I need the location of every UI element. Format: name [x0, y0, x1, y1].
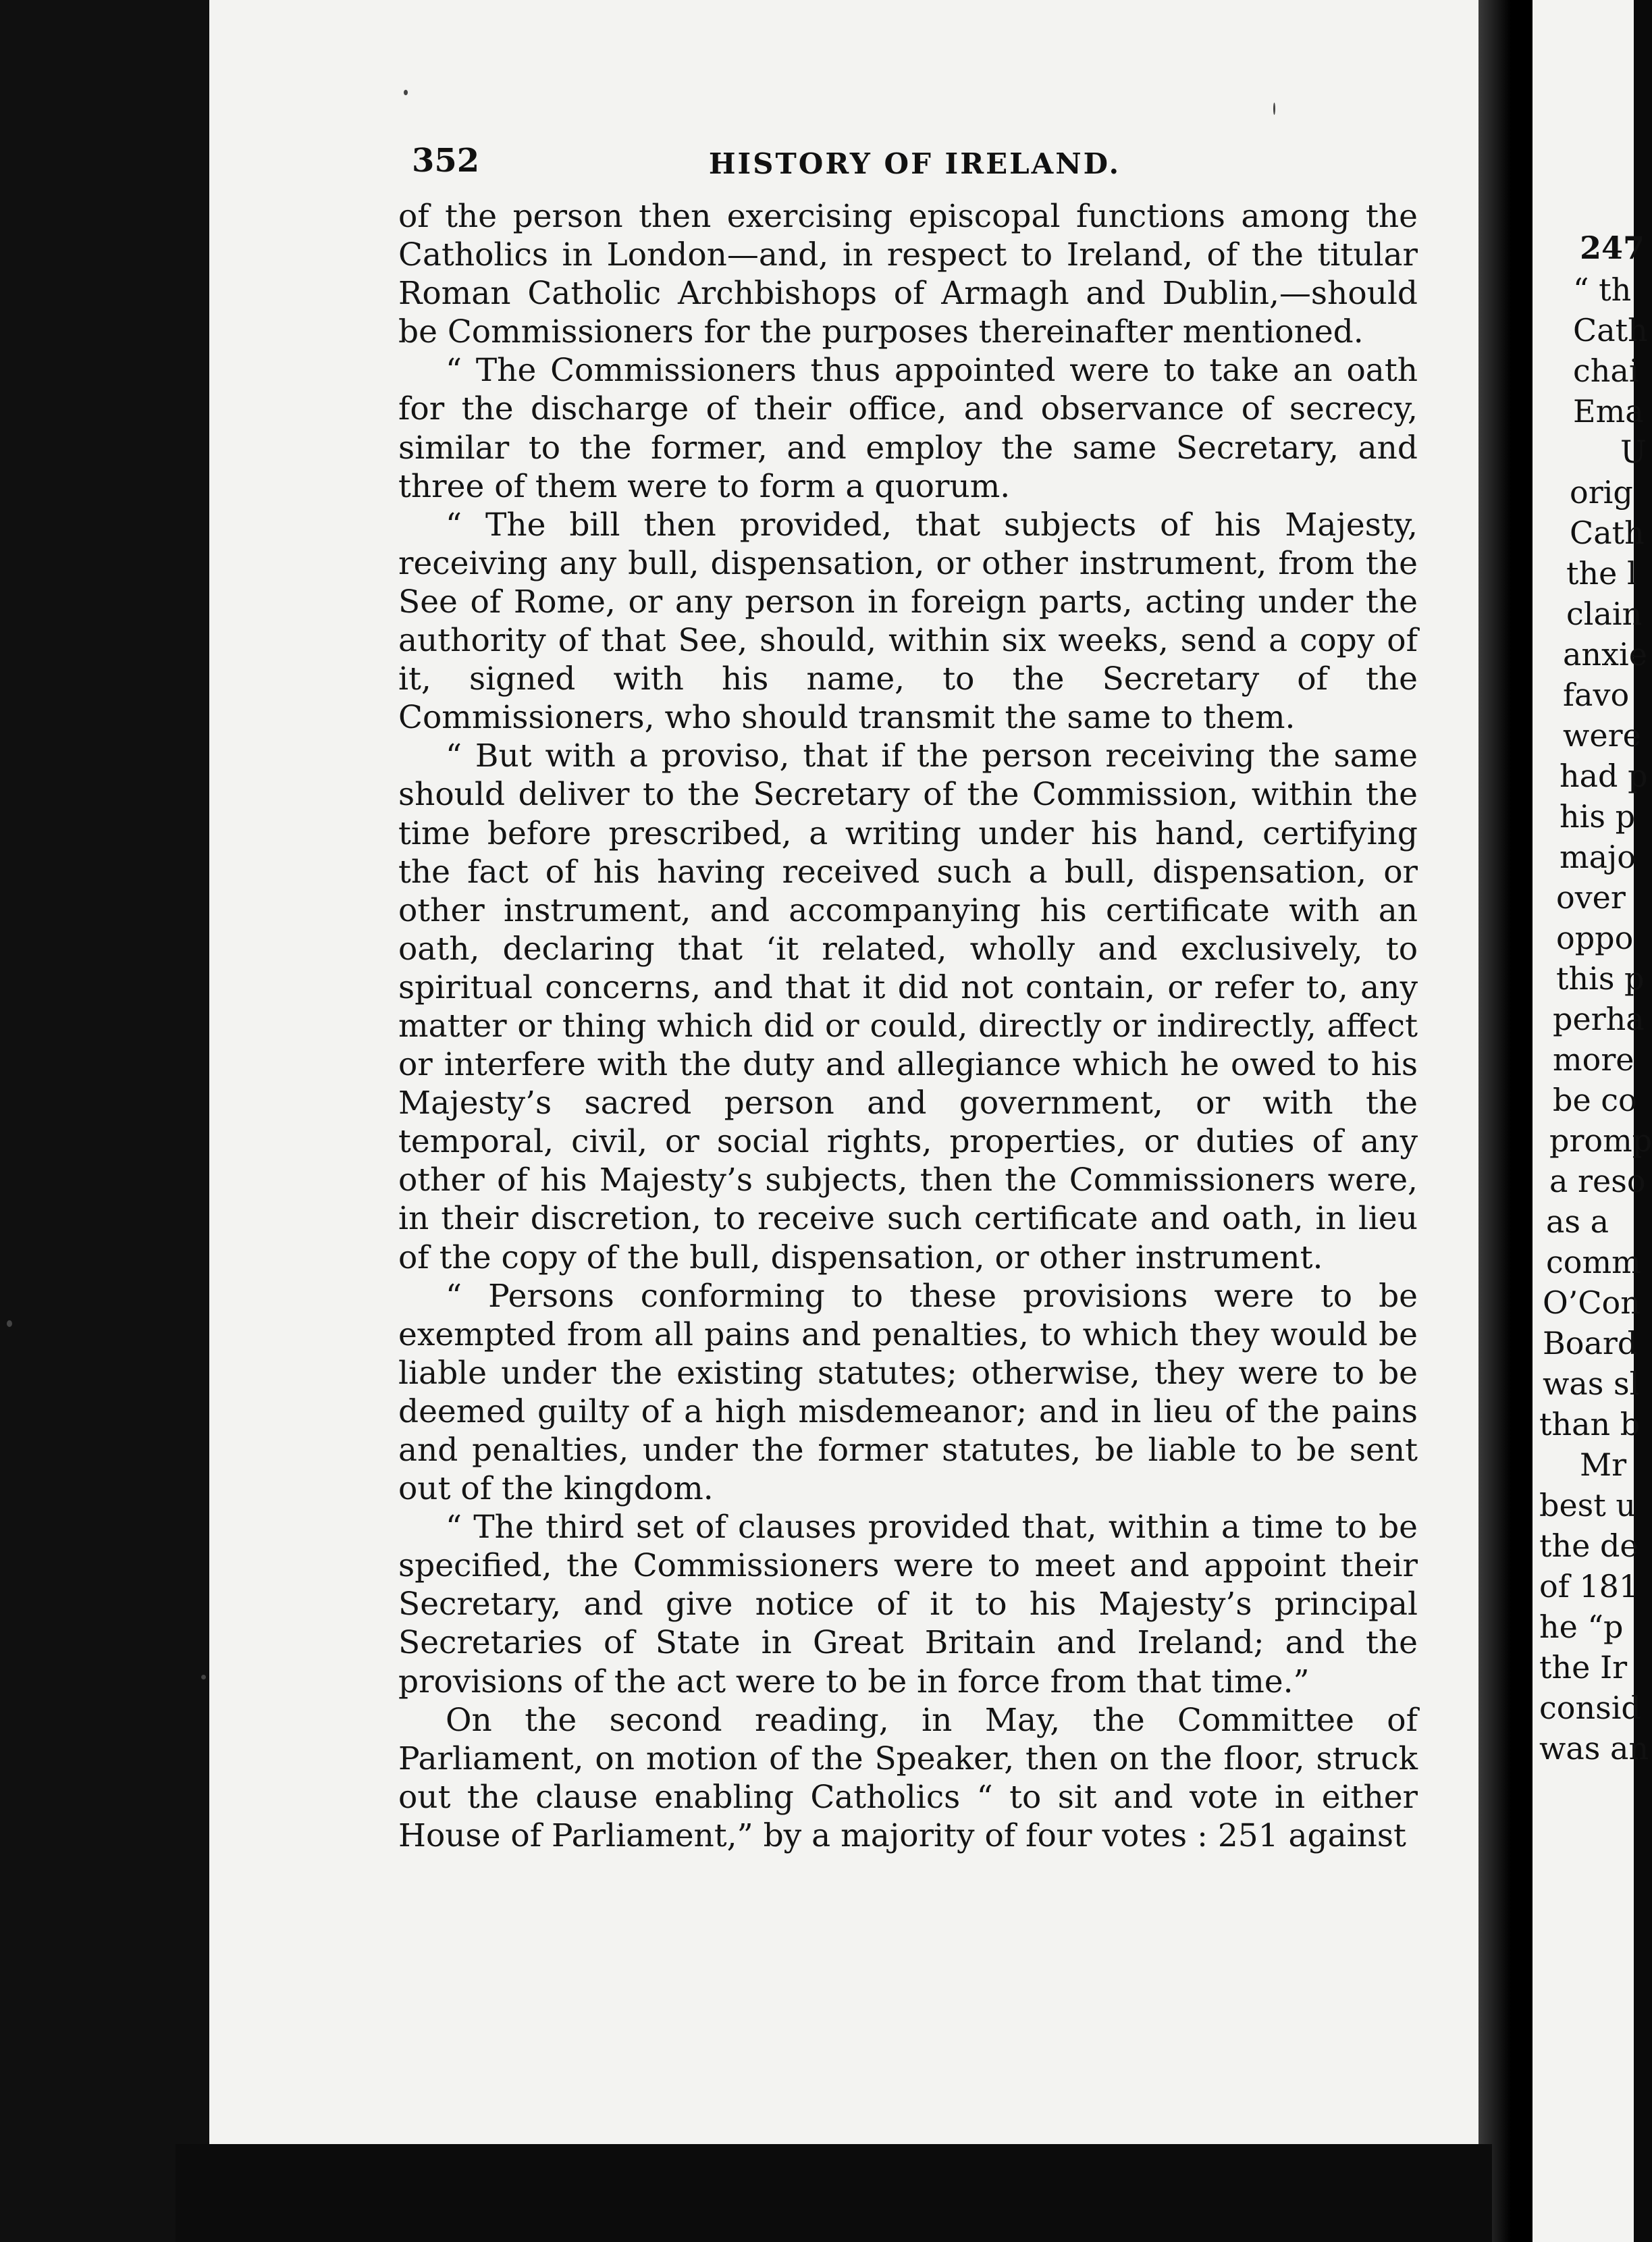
facing-page-line: the de: [1539, 1528, 1638, 1564]
page-gutter: [1478, 0, 1533, 2242]
facing-page-line: favo: [1563, 677, 1630, 713]
facing-page-line: U: [1620, 434, 1647, 470]
paragraph: “ The Commissioners thus appointed were to take an oath for the discharge of their office, and observance of secrecy, similar to the former, and employ the same Secretary, and three of them were to form a quorum.: [398, 352, 1418, 505]
facing-page-line: consid: [1539, 1690, 1641, 1726]
facing-page-line: O’Con: [1543, 1284, 1641, 1321]
facing-page-line: comm: [1546, 1244, 1641, 1280]
facing-page-line: Mr: [1580, 1446, 1627, 1483]
facing-page-line: 247: [1580, 230, 1645, 266]
scan-bottom-margin: [176, 2144, 1492, 2242]
facing-page-line: be co: [1553, 1082, 1637, 1118]
facing-page-line: perha: [1553, 1001, 1645, 1037]
facing-page-line: was an: [1539, 1730, 1649, 1767]
facing-page-line: promp: [1549, 1122, 1652, 1159]
scan-speck: [201, 1675, 206, 1679]
facing-page-line: were: [1563, 717, 1641, 754]
facing-page-line: this p: [1556, 960, 1645, 997]
facing-page-line: of 181: [1539, 1568, 1639, 1605]
facing-page-line: Board: [1543, 1325, 1638, 1361]
facing-page-line: oppo: [1556, 920, 1634, 956]
facing-page-line: the Ir: [1539, 1649, 1628, 1686]
facing-page-line: majo: [1560, 839, 1636, 875]
facing-page-line: the l: [1566, 555, 1637, 592]
body-text: [398, 197, 1418, 1855]
facing-page-line: he “p: [1539, 1609, 1624, 1645]
paragraph: “ But with a proviso, that if the person receiving the same should deliver to the Secretary of the Commission, within the time before prescribed, a writing under his hand, certifying the fact of his having received such a bull, dispensation, or other instrument, and accompanying his certificate with an oath, declaring that ‘it related, wholly and exclusively, to spiritual concerns, and that it did not contain, or refer to, any matter or thing which did or could, directly or indirectly, affect or interfere with the duty and allegiance which he owed to his Majesty’s sacred person and government, or with the temporal, civil, or social rights, properties, or duties of any other of his Majesty’s subjects, then the Commissioners were, in their discretion, to receive such certificate and oath, in lieu of the copy of the bull, dispensation, or other instrument.: [398, 737, 1418, 1276]
paragraph: “ Persons conforming to these provisions were to be exempted from all pains and penalties, to which they would be liable under the existing statutes; otherwise, they were to be deemed guilty of a high misdemeanor; and in lieu of the pains and penalties, under the former statutes, be liable to be sent out of the kingdom.: [398, 1277, 1418, 1508]
facing-page-line: a reso: [1549, 1163, 1646, 1199]
paragraph: “ The bill then provided, that subjects of his Majesty, receiving any bull, dispensation, or other instrument, from the See of Rome, or any person in foreign parts, acting under the authority of that See, should, within six weeks, send a copy of it, signed with his name, to the Secretary of the Commissioners, who should transmit the same to them.: [398, 506, 1418, 737]
facing-page-line: more: [1553, 1041, 1634, 1078]
facing-page-line: over: [1556, 879, 1626, 916]
paragraph: of the person then exercising episcopal functions among the Catholics in London—and, in respect to Ireland, of the titular Roman Catholic Archbishops of Armagh and Dublin,—should be Commissioners for the purposes thereinafter mentioned.: [398, 198, 1418, 351]
facing-page-line: best u: [1539, 1487, 1636, 1523]
paragraph: “ The third set of clauses provided that, within a time to be specified, the Commissioners were to meet and appoint their Secretary, and give notice of it to his Majesty’s principal Secretaries of State in Great Britain and Ireland; and the provisions of the act were to be in force from that time.”: [398, 1509, 1418, 1700]
page-number: 352: [412, 142, 480, 180]
facing-page-line: Ema: [1573, 393, 1644, 429]
page-header: [412, 142, 1418, 189]
facing-page-line: was sl: [1543, 1365, 1640, 1402]
scan-speck: [7, 1320, 12, 1327]
scan-left-margin: [0, 0, 209, 2242]
facing-page-line: anxie: [1563, 636, 1647, 673]
facing-page-line: than b: [1539, 1406, 1641, 1442]
scan-speck: [1273, 103, 1275, 115]
paragraph: On the second reading, in May, the Committee of Parliament, on motion of the Speaker, then on the floor, struck out the clause enabling Catholics “ to sit and vote in either House of Parliament,” by a majority of four votes : 251 against: [398, 1701, 1418, 1854]
facing-page-line: his p: [1560, 798, 1636, 835]
running-title: HISTORY OF IRELAND.: [708, 147, 1121, 180]
facing-page-line: orig: [1570, 474, 1633, 511]
facing-page-line: “ th: [1573, 271, 1632, 308]
facing-page-line: had p: [1560, 758, 1648, 794]
facing-page-line: chai: [1573, 353, 1639, 389]
facing-page-line: clain: [1566, 596, 1643, 632]
scan-speck: [404, 90, 408, 95]
facing-page-line: as a: [1546, 1203, 1609, 1240]
facing-page-line: Cath: [1570, 515, 1645, 551]
facing-page-line: Cath: [1573, 312, 1648, 348]
